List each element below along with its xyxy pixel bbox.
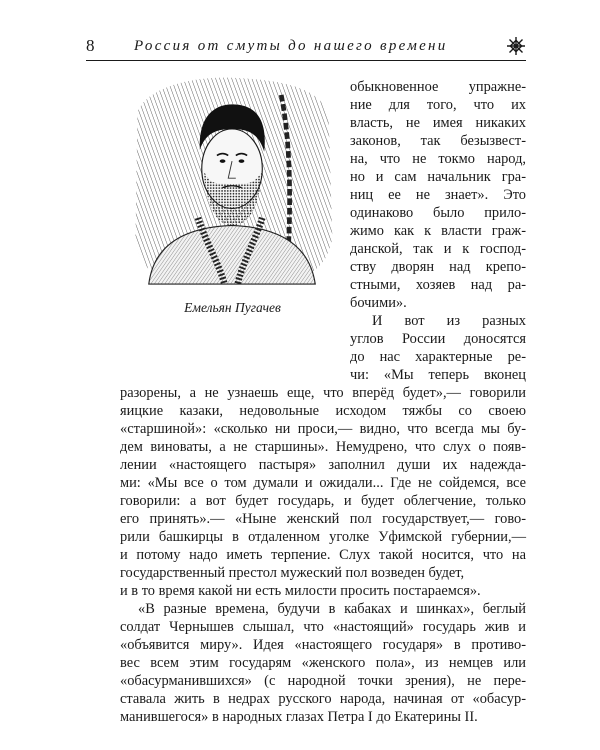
text-line: дем виноваты, а не старшины». Немудрено, что слух о появ- — [120, 439, 526, 455]
text-line: яицкие казаки, недовольные исходом тяжбы со своею — [120, 403, 526, 419]
text-line: ниц ее не знает». Это — [350, 187, 526, 203]
text-line: и потому надо иметь терпение. Слух такой носится, что на — [120, 547, 526, 563]
text-line: чи: «Мы теперь вконец — [350, 367, 526, 383]
text-line: и в то время какой ни есть милости просить постараемся». — [120, 583, 481, 599]
text-line: солдат Чернышев слышал, что «настоящий» государь жив и — [120, 619, 526, 635]
text-line: ние для того, что их — [350, 97, 526, 113]
text-line: ставала жить в недрах русского народа, начиная от «обасур- — [120, 691, 526, 707]
text-line: обыкновенное упражне- — [350, 79, 526, 95]
text-line: рили башкирцы в отдаленном уголке Уфимской губернии,— — [120, 529, 526, 545]
text-line: «обасурманившихся» (с народной точки зрения), не пере- — [120, 673, 526, 689]
text-line: его принять».— «Ныне женский пол государствует,— гово- — [120, 511, 526, 527]
text-line: на, что не токмо народ, — [350, 151, 526, 167]
text-line: законов, так безызвест- — [350, 133, 526, 149]
text-line: вес всем этим государям «женского пола», из немцев или — [120, 655, 526, 671]
text-line: лении «настоящего пастыря» заполнил души их надежда- — [120, 457, 526, 473]
figure-caption: Емельян Пугачев — [184, 300, 281, 315]
running-title: Россия от смуты до нашего времени — [134, 38, 448, 54]
text-line: манившегося» в народных глазах Петра I до Екатерины II. — [120, 709, 478, 725]
text-line: говорили: а вот будет государь, и будет облегчение, только — [120, 493, 526, 509]
text-line: разорены, а не узнаешь еще, что вперёд будет»,— говорили — [120, 385, 526, 401]
text-line: до нас характерные ре- — [350, 349, 526, 365]
text-line: ству дворян над крепо- — [350, 259, 526, 275]
text-line: одинаково было прило- — [350, 205, 526, 221]
text-line: но и сам начальник гра- — [350, 169, 526, 185]
text-line: «объявится миру». Идея «настоящего государя» в противо- — [120, 637, 526, 653]
page-number: 8 — [86, 36, 95, 55]
text-line: государственный престол мужеский пол возведен будет, — [120, 565, 465, 581]
text-line: стными, хозяев над ра- — [350, 277, 526, 293]
text-line: И вот из разных — [372, 313, 526, 329]
text-line: ми: «Мы все о том думали и ожидали... Где не сойдемся, все — [120, 475, 526, 491]
text-line: власть, не имея никаких — [350, 115, 526, 131]
text-line: углов России доносятся — [350, 331, 526, 347]
text-line: жимо как к власти граж- — [350, 223, 526, 239]
text-line: «В разные времена, будучи в кабаках и шинках», беглый — [138, 601, 526, 617]
text-line: «старшиной»: «сколько ни проси,— видно, что всегда мы бу- — [120, 421, 526, 437]
text-line: бочими». — [350, 295, 407, 311]
text-line: данской, так и к господ- — [350, 241, 526, 257]
